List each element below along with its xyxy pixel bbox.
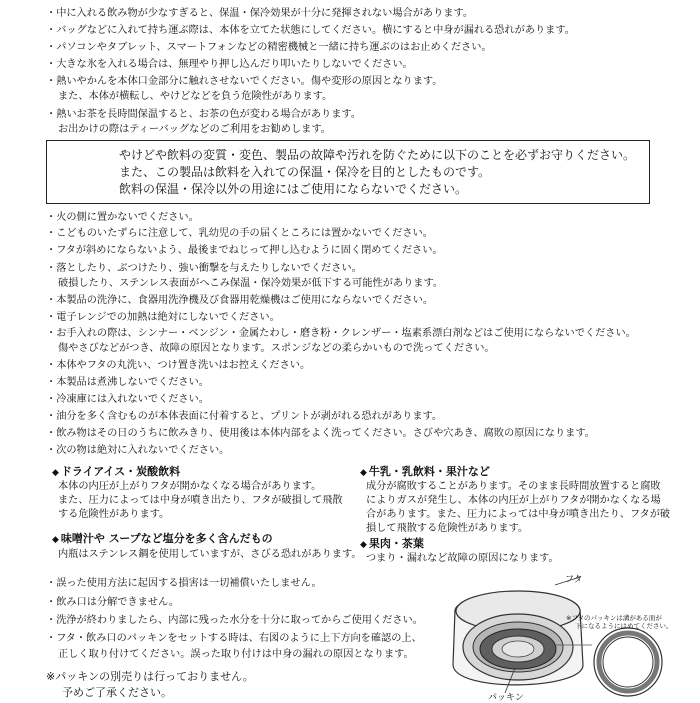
rule-item-continued: 破損したり、ステンレス表面がへこみ保温・保冷効果が低下する可能性があります。	[58, 278, 444, 289]
milk-heading: ◆ 牛乳・乳飲料・果汁など	[360, 465, 490, 480]
milk-text: 成分が腐敗することがあります。そのまま長時間放置すると腐敗	[366, 481, 661, 492]
packing-instruction: 下になるようにはめてください。	[575, 622, 673, 630]
dry-ice-text: する危険性があります。	[58, 509, 170, 520]
note-item-continued: また、本体が横転し、やけどなどを負う危険性があります。	[58, 91, 333, 102]
packing-note: 予めご了承ください。	[62, 686, 172, 699]
rule-item: ・ フタが斜めにならないよう、最後までねじって押し込むように固く閉めてください。	[46, 244, 443, 257]
note-item: ・ バッグなどに入れて持ち運ぶ際は、本体を立てた状態にしてください。横にすると中身が漏れる恐れがあります。	[46, 24, 575, 37]
bottom-note: ・ 飲み口は分解できません。	[46, 596, 179, 609]
packing-note: ※パッキンの別売りは行っておりません。	[46, 670, 254, 683]
note-item: ・ 中に入れる飲み物が少なすぎると、保温・保冷効果が十分に発揮されない場合があります。	[46, 7, 473, 20]
miso-text: 内瓶はステンレス鋼を使用していますが、さびる恐れがあります。	[58, 549, 362, 560]
notice-line: 飲料の保温・保冷以外の用途にはご使用にならないでください。	[119, 182, 468, 196]
milk-text: によりガスが発生し、本体の内圧が上がりフタが開かなくなる場	[366, 495, 661, 506]
bottom-note: ・ 誤った使用方法に起因する損害は一切補償いたしません。	[46, 577, 322, 590]
note-item: ・ 熱いお茶を長時間保温すると、お茶の色が変わる場合があります。	[46, 108, 361, 121]
rule-item: ・ 油分を多く含むものが本体表面に付着すると、プリントが剥がれる恐れがあります。	[46, 410, 442, 423]
milk-text: 合があります。また、圧力によっては中身が噴き出たり、フタが破	[366, 509, 671, 520]
fruit-heading: ◆ 果肉・茶葉	[360, 537, 424, 552]
lid-label: フタ	[565, 575, 583, 585]
rule-item: ・ 火の側に置かないでください。	[46, 211, 199, 224]
rule-item: ・ 次の物は絶対に入れないでください。	[46, 444, 229, 457]
rule-item: ・ 電子レンジでの加熱は絶対にしないでください。	[46, 311, 280, 324]
note-item: ・ 大きな氷を入れる場合は、無理やり押し込んだり叩いたりしないでください。	[46, 58, 413, 71]
rule-item: ・ 本製品は煮沸しないでください。	[46, 376, 209, 389]
notice-box	[46, 140, 650, 204]
miso-heading: ◆ 味噌汁や スープなど塩分を多く含んだもの	[52, 532, 273, 547]
lid-illustration	[420, 565, 700, 700]
note-item-continued: お出かけの際はティーバッグなどのご利用をお勧めします。	[58, 124, 331, 135]
notice-line: また、この製品は飲料を入れての保温・保冷を目的としたものです。	[119, 165, 491, 179]
rule-item: ・ 冷凍庫には入れないでください。	[46, 393, 209, 406]
note-item: ・ 熱いやかんを本体口金部分に触れさせないでください。傷や変形の原因となります。	[46, 75, 443, 88]
rule-item-continued: 傷やさびなどがつき、故障の原因となります。スポンジなどの柔らかいもので洗ってください。	[58, 343, 495, 354]
bottom-note-continued: 正しく取り付けてください。誤った取り付けは中身の漏れの原因となります。	[58, 649, 414, 660]
packing-instruction: ※フタのパッキンは溝がある面が	[566, 614, 662, 622]
milk-text: 損して飛散する危険性があります。	[366, 523, 529, 534]
rule-item: ・ 落としたり、ぶつけたり、強い衝撃を与えたりしないでください。	[46, 262, 362, 275]
bottom-note: ・ フタ・飲み口のパッキンをセットする時は、右図のように上下方向を確認の上、	[46, 632, 422, 645]
rule-item: ・ こどものいたずらに注意して、乳幼児の手の届くところには置かないでください。	[46, 227, 433, 240]
note-item: ・ パソコンやタブレット、スマートフォンなどの精密機械と一緒に持ち運ぶのはお止めください。	[46, 41, 492, 54]
dry-ice-text: 本体の内圧が上がりフタが開かなくなる場合があります。	[58, 481, 322, 492]
notice-line: やけどや飲料の変質・変色、製品の故障や汚れを防ぐために以下のことを必ずお守りください。	[119, 148, 636, 162]
rule-item: ・ 飲み物はその日のうちに飲みきり、使用後は本体内部をよく洗ってください。さびや穴あき、腐敗の原因になります。	[46, 427, 595, 440]
fruit-text: つまり・漏れなど故障の原因になります。	[366, 553, 559, 564]
bottom-note: ・ 洗浄が終わりましたら、内部に残った水分を十分に取ってからご使用ください。	[46, 614, 423, 627]
rule-item: ・ 本体やフタの丸洗い、つけ置き洗いはお控えください。	[46, 359, 310, 372]
dry-ice-text: また、圧力によっては中身が噴き出たり、フタが破損して飛散	[58, 495, 343, 506]
packing-label: パッキン	[488, 693, 524, 703]
dry-ice-heading: ◆ ドライアイス・炭酸飲料	[52, 465, 180, 480]
rule-item: ・ お手入れの際は、シンナー・ベンジン・金属たわし・磨き粉・クレンザー・塩素系漂白剤などはご使用にならないでください。	[46, 327, 636, 340]
rule-item: ・ 本製品の洗浄に、食器用洗浄機及び食器用乾燥機はご使用にならないでください。	[46, 294, 433, 307]
